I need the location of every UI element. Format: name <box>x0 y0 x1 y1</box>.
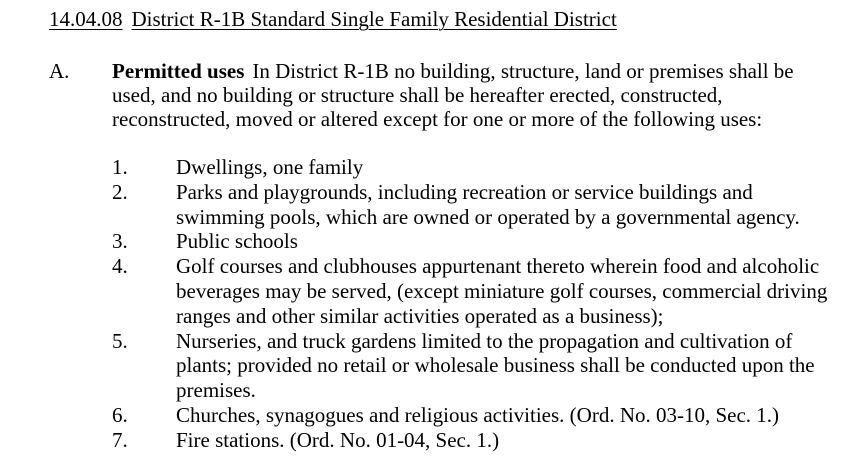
subsection-intro: In District R-1B no building, structure, land or premises shall be used, and no building or structure shall be hereafter erected, constructed, reconstructed, moved or altered except for one or more of the following uses: <box>112 59 794 131</box>
list-item <box>112 403 842 428</box>
list-item <box>112 180 842 230</box>
list-item-text: Churches, synagogues and religious activities. (Ord. No. 03-10, Sec. 1.) <box>176 402 780 427</box>
list-item-text: Nurseries, and truck gardens limited to the propagation and cultivation of plants; provided no retail or wholesale business shall be conducted upon the premises. <box>176 328 815 403</box>
list-item <box>112 428 842 453</box>
list-item-text: Public schools <box>176 229 298 254</box>
list-item-text: Golf courses and clubhouses appurtenant thereto wherein food and alcoholic beverages may be served, (except miniature golf courses, commercial driving ranges and other similar activities operated as a business); <box>176 254 828 328</box>
list-item-number: 5. <box>112 328 128 353</box>
list-item-number: 1. <box>112 155 128 179</box>
subsection-letter: A. <box>49 59 70 83</box>
list-item-number: 7. <box>112 427 128 452</box>
list-item <box>112 329 842 403</box>
subsection-heading: Permitted uses <box>112 59 245 83</box>
list-item-number: 2. <box>112 179 128 204</box>
list-item-number: 6. <box>112 402 128 427</box>
list-item-text: Dwellings, one family <box>176 155 364 179</box>
list-item <box>112 155 842 180</box>
subsection-body <box>112 59 842 131</box>
list-item-text: Parks and playgrounds, including recreation or service buildings and swimming pools, which are owned or operated by a governmental agency. <box>176 179 800 229</box>
section-title <box>49 6 617 32</box>
section-title-text: District R-1B Standard Single Family Residential District <box>131 7 617 31</box>
list-item <box>112 254 842 328</box>
permitted-uses-list <box>112 155 842 453</box>
list-item <box>112 229 842 254</box>
list-item-number: 4. <box>112 254 128 279</box>
list-item-text: Fire stations. (Ord. No. 01-04, Sec. 1.) <box>176 427 500 452</box>
section-number: 14.04.08 <box>49 7 123 31</box>
list-item-number: 3. <box>112 229 128 254</box>
